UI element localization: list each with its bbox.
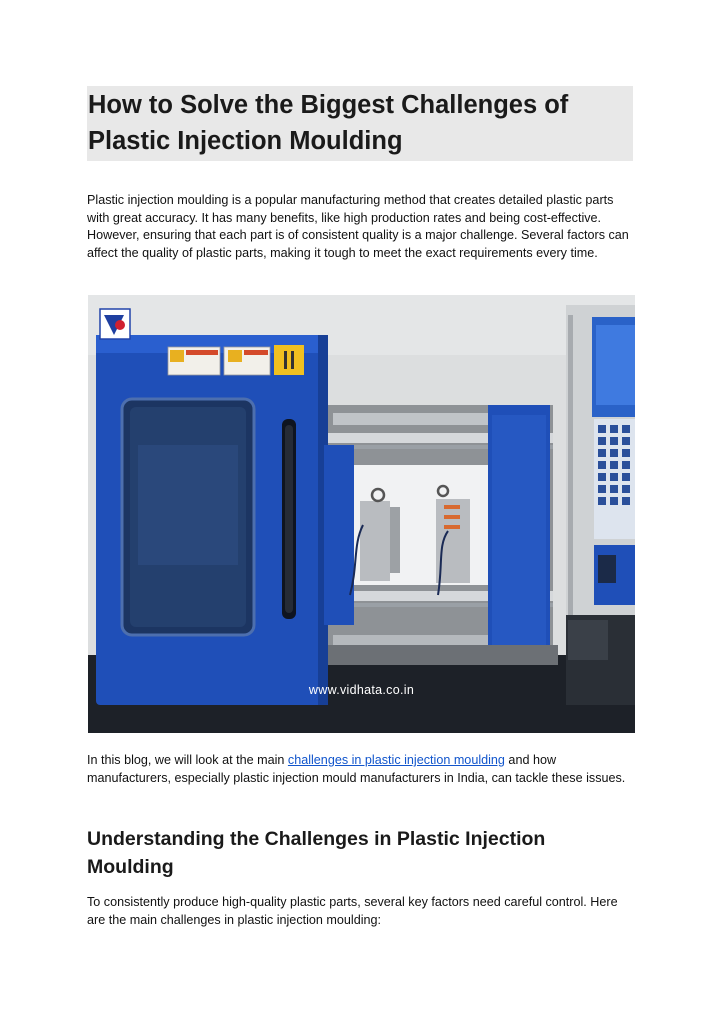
blog-intro-text-start: In this blog, we will look at the main xyxy=(87,753,288,767)
section-heading: Understanding the Challenges in Plastic Injection Moulding xyxy=(87,828,546,878)
machine-illustration xyxy=(88,295,635,733)
intro-paragraph: Plastic injection moulding is a popular manufacturing method that creates detailed plastic parts with great accuracy. It has many benefits, like high production rates and being cost-effective. However, ensuring that each part is of consistent quality is a major challenge. Several factors can affect the quality of plastic parts, making it tough to meet the exact requirements every time. xyxy=(87,193,629,260)
injection-machine-photo xyxy=(88,295,635,733)
section-paragraph: To consistently produce high-quality plastic parts, several key factors need careful control. Here are the main challenges in plastic injection moulding: xyxy=(87,895,618,927)
title-block xyxy=(87,86,633,161)
page-title: How to Solve the Biggest Challenges of Plastic Injection Moulding xyxy=(88,91,569,155)
blog-intro-text-end: and how manufacturers, especially plastic injection mould manufacturers in India, can tackle these issues. xyxy=(87,753,626,785)
blog-intro-paragraph xyxy=(87,752,637,787)
challenges-link[interactable]: challenges in plastic injection moulding xyxy=(287,753,505,767)
image-watermark: www.vidhata.co.in xyxy=(308,683,415,697)
